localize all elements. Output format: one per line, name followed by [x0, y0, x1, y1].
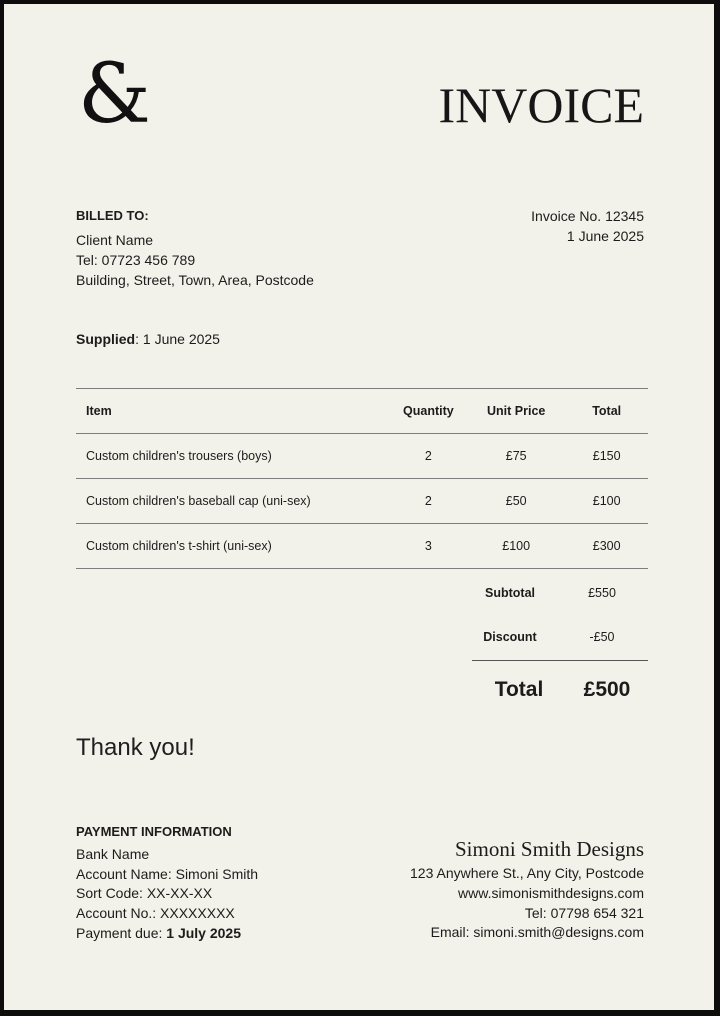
company-email: Email: simoni.smith@designs.com [430, 924, 644, 941]
grand-total-label: Total [494, 678, 544, 701]
row-unit-price: £50 [467, 479, 565, 524]
header-quantity: Quantity [390, 389, 467, 434]
header-total: Total [565, 389, 648, 434]
row-item: Custom children's t-shirt (uni-sex) [76, 524, 390, 569]
table-row [76, 479, 648, 524]
client-name: Client Name [76, 232, 154, 248]
row-item: Custom children's baseball cap (uni-sex) [76, 479, 390, 524]
invoice-page [4, 4, 714, 1010]
account-name: Account Name: Simoni Smith [76, 865, 259, 882]
row-total: £100 [565, 479, 648, 524]
billed-to-block [76, 206, 314, 290]
invoice-title: INVOICE [438, 77, 644, 133]
row-quantity: 3 [390, 524, 467, 569]
invoice-date: 1 June 2025 [566, 228, 644, 244]
payment-info-label: PAYMENT INFORMATION [76, 824, 232, 839]
row-total: £300 [565, 524, 648, 569]
sort-code: Sort Code: XX-XX-XX [76, 885, 213, 902]
table-row [76, 434, 648, 479]
company-block [410, 836, 644, 943]
bank-name: Bank Name [76, 845, 150, 862]
row-quantity: 2 [390, 479, 467, 524]
total-divider [472, 660, 648, 661]
table-row [76, 524, 648, 569]
client-address: Building, Street, Town, Area, Postcode [76, 272, 314, 288]
subtotal-value: £550 [588, 586, 616, 600]
table-header-row [76, 389, 648, 434]
payment-due [76, 924, 258, 944]
company-name: Simoni Smith Designs [454, 837, 644, 861]
company-tel: Tel: 07798 654 321 [524, 904, 644, 921]
row-quantity: 2 [390, 434, 467, 479]
row-total: £150 [565, 434, 648, 479]
subtotal-label: Subtotal [485, 586, 535, 600]
company-website: www.simonismithdesigns.com [458, 884, 644, 901]
billed-to-label: BILLED TO: [76, 208, 149, 223]
invoice-number: Invoice No. 12345 [531, 208, 644, 224]
grand-total-value: £500 [583, 678, 631, 701]
account-number: Account No.: XXXXXXXX [76, 905, 235, 922]
supplied-label: Supplied [76, 331, 136, 347]
supplied-date: : 1 June 2025 [135, 331, 220, 347]
row-unit-price: £75 [467, 434, 565, 479]
row-unit-price: £100 [467, 524, 565, 569]
discount-value: -£50 [589, 630, 615, 644]
payment-due-label: Payment due: [76, 924, 167, 941]
payment-due-date: 1 July 2025 [166, 924, 242, 941]
supplied-line [76, 331, 220, 347]
header-item: Item [76, 389, 390, 434]
items-table [76, 388, 648, 569]
client-tel: Tel: 07723 456 789 [76, 252, 196, 268]
discount-label: Discount [483, 630, 537, 644]
thank-you-message: Thank you! [76, 734, 195, 761]
row-item: Custom children's trousers (boys) [76, 434, 390, 479]
ampersand-logo: & [78, 47, 151, 142]
payment-info-block [76, 822, 258, 944]
company-address: 123 Anywhere St., Any City, Postcode [410, 865, 644, 881]
invoice-meta [531, 206, 644, 246]
header-unit-price: Unit Price [467, 389, 565, 434]
